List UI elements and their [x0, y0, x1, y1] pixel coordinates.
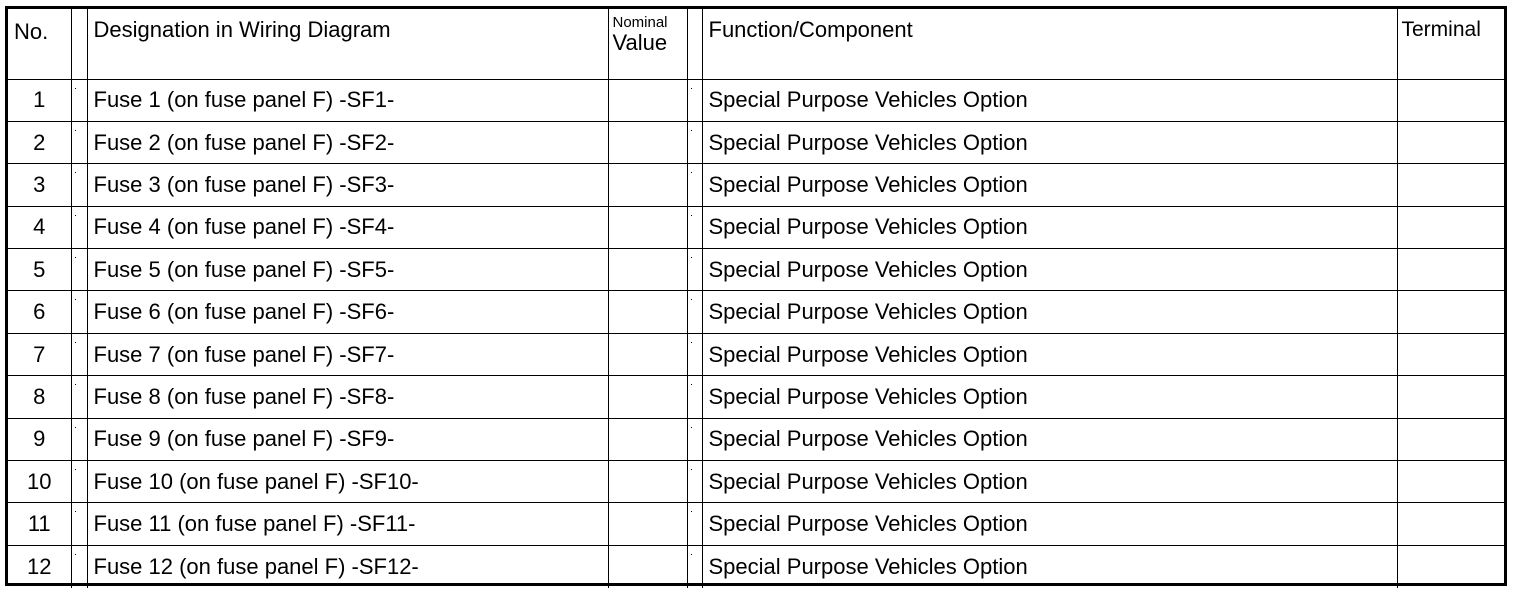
cell-no: 12 — [8, 545, 71, 587]
cell-no: 7 — [8, 333, 71, 375]
cell-terminal — [1397, 461, 1504, 503]
cell-no: 11 — [8, 503, 71, 545]
cell-designation: Fuse 3 (on fuse panel F) -SF3- — [87, 164, 608, 206]
cell-no: 10 — [8, 461, 71, 503]
header-spacer-1 — [71, 9, 87, 79]
cell-mark — [691, 130, 692, 131]
cell-function: Special Purpose Vehicles Option — [702, 376, 1397, 418]
cell-no: 1 — [8, 79, 71, 121]
table-row — [8, 376, 1504, 418]
table-row — [8, 461, 1504, 503]
table-row — [8, 333, 1504, 375]
table-row — [8, 206, 1504, 248]
cell-function: Special Purpose Vehicles Option — [702, 461, 1397, 503]
cell-mark — [75, 88, 76, 89]
cell-mark — [691, 554, 692, 555]
cell-function: Special Purpose Vehicles Option — [702, 333, 1397, 375]
cell-designation: Fuse 11 (on fuse panel F) -SF11- — [87, 503, 608, 545]
cell-function: Special Purpose Vehicles Option — [702, 121, 1397, 163]
table-row — [8, 545, 1504, 587]
cell-spacer-1 — [71, 206, 87, 248]
cell-spacer-2 — [687, 291, 702, 333]
table-row — [8, 418, 1504, 460]
cell-designation: Fuse 2 (on fuse panel F) -SF2- — [87, 121, 608, 163]
cell-function: Special Purpose Vehicles Option — [702, 418, 1397, 460]
cell-mark — [691, 88, 692, 89]
header-nominal-value — [608, 9, 687, 79]
cell-spacer-2 — [687, 121, 702, 163]
cell-nominal-value — [608, 503, 687, 545]
cell-mark — [691, 215, 692, 216]
header-nominal-line2: Value — [612, 30, 668, 55]
header-designation: Designation in Wiring Diagram — [87, 9, 608, 79]
cell-no: 8 — [8, 376, 71, 418]
cell-spacer-1 — [71, 376, 87, 418]
cell-spacer-2 — [687, 206, 702, 248]
table-row — [8, 249, 1504, 291]
cell-nominal-value — [608, 164, 687, 206]
cell-mark — [691, 511, 692, 512]
cell-designation: Fuse 12 (on fuse panel F) -SF12- — [87, 545, 608, 587]
cell-nominal-value — [608, 291, 687, 333]
cell-spacer-2 — [687, 249, 702, 291]
cell-function: Special Purpose Vehicles Option — [702, 249, 1397, 291]
cell-function: Special Purpose Vehicles Option — [702, 206, 1397, 248]
cell-terminal — [1397, 164, 1504, 206]
cell-spacer-1 — [71, 121, 87, 163]
cell-mark — [75, 511, 76, 512]
cell-spacer-2 — [687, 503, 702, 545]
cell-nominal-value — [608, 545, 687, 587]
fuse-table — [8, 9, 1504, 588]
table-body — [8, 79, 1504, 588]
cell-mark — [75, 172, 76, 173]
table-row — [8, 79, 1504, 121]
cell-function: Special Purpose Vehicles Option — [702, 545, 1397, 587]
cell-no: 6 — [8, 291, 71, 333]
cell-mark — [75, 215, 76, 216]
cell-designation: Fuse 1 (on fuse panel F) -SF1- — [87, 79, 608, 121]
cell-terminal — [1397, 79, 1504, 121]
cell-nominal-value — [608, 79, 687, 121]
cell-spacer-1 — [71, 461, 87, 503]
cell-spacer-2 — [687, 79, 702, 121]
table-row — [8, 164, 1504, 206]
cell-designation: Fuse 6 (on fuse panel F) -SF6- — [87, 291, 608, 333]
cell-terminal — [1397, 333, 1504, 375]
cell-mark — [691, 299, 692, 300]
cell-spacer-2 — [687, 461, 702, 503]
cell-nominal-value — [608, 418, 687, 460]
cell-nominal-value — [608, 121, 687, 163]
cell-no: 9 — [8, 418, 71, 460]
cell-designation: Fuse 10 (on fuse panel F) -SF10- — [87, 461, 608, 503]
cell-mark — [75, 130, 76, 131]
cell-mark — [691, 257, 692, 258]
cell-nominal-value — [608, 376, 687, 418]
cell-terminal — [1397, 545, 1504, 587]
cell-mark — [691, 427, 692, 428]
header-nominal-line1: Nominal — [612, 14, 668, 31]
cell-mark — [75, 342, 76, 343]
cell-mark — [691, 342, 692, 343]
header-terminal: Terminal — [1397, 9, 1504, 79]
cell-spacer-1 — [71, 545, 87, 587]
cell-no: 3 — [8, 164, 71, 206]
header-no: No. — [8, 9, 71, 79]
cell-spacer-1 — [71, 418, 87, 460]
cell-designation: Fuse 5 (on fuse panel F) -SF5- — [87, 249, 608, 291]
cell-nominal-value — [608, 249, 687, 291]
cell-designation: Fuse 8 (on fuse panel F) -SF8- — [87, 376, 608, 418]
header-spacer-2 — [687, 9, 702, 79]
cell-spacer-1 — [71, 249, 87, 291]
cell-terminal — [1397, 503, 1504, 545]
cell-spacer-1 — [71, 503, 87, 545]
cell-mark — [691, 384, 692, 385]
cell-mark — [75, 384, 76, 385]
cell-spacer-2 — [687, 418, 702, 460]
cell-spacer-2 — [687, 376, 702, 418]
cell-mark — [75, 554, 76, 555]
cell-spacer-2 — [687, 164, 702, 206]
cell-mark — [75, 427, 76, 428]
cell-mark — [75, 469, 76, 470]
header-function: Function/Component — [702, 9, 1397, 79]
table-header-row — [8, 9, 1504, 79]
cell-spacer-1 — [71, 164, 87, 206]
cell-mark — [691, 469, 692, 470]
cell-terminal — [1397, 249, 1504, 291]
cell-function: Special Purpose Vehicles Option — [702, 164, 1397, 206]
cell-function: Special Purpose Vehicles Option — [702, 79, 1397, 121]
cell-nominal-value — [608, 333, 687, 375]
table-row — [8, 503, 1504, 545]
cell-function: Special Purpose Vehicles Option — [702, 291, 1397, 333]
cell-no: 5 — [8, 249, 71, 291]
cell-mark — [75, 257, 76, 258]
cell-mark — [75, 299, 76, 300]
cell-spacer-2 — [687, 333, 702, 375]
cell-designation: Fuse 7 (on fuse panel F) -SF7- — [87, 333, 608, 375]
fuse-table-frame — [5, 6, 1507, 586]
cell-spacer-1 — [71, 79, 87, 121]
cell-spacer-1 — [71, 333, 87, 375]
cell-nominal-value — [608, 206, 687, 248]
cell-nominal-value — [608, 461, 687, 503]
cell-mark — [691, 172, 692, 173]
cell-terminal — [1397, 121, 1504, 163]
cell-terminal — [1397, 376, 1504, 418]
cell-terminal — [1397, 291, 1504, 333]
cell-terminal — [1397, 418, 1504, 460]
cell-spacer-1 — [71, 291, 87, 333]
cell-no: 2 — [8, 121, 71, 163]
cell-spacer-2 — [687, 545, 702, 587]
table-row — [8, 121, 1504, 163]
cell-designation: Fuse 9 (on fuse panel F) -SF9- — [87, 418, 608, 460]
table-row — [8, 291, 1504, 333]
cell-function: Special Purpose Vehicles Option — [702, 503, 1397, 545]
cell-terminal — [1397, 206, 1504, 248]
cell-designation: Fuse 4 (on fuse panel F) -SF4- — [87, 206, 608, 248]
cell-no: 4 — [8, 206, 71, 248]
